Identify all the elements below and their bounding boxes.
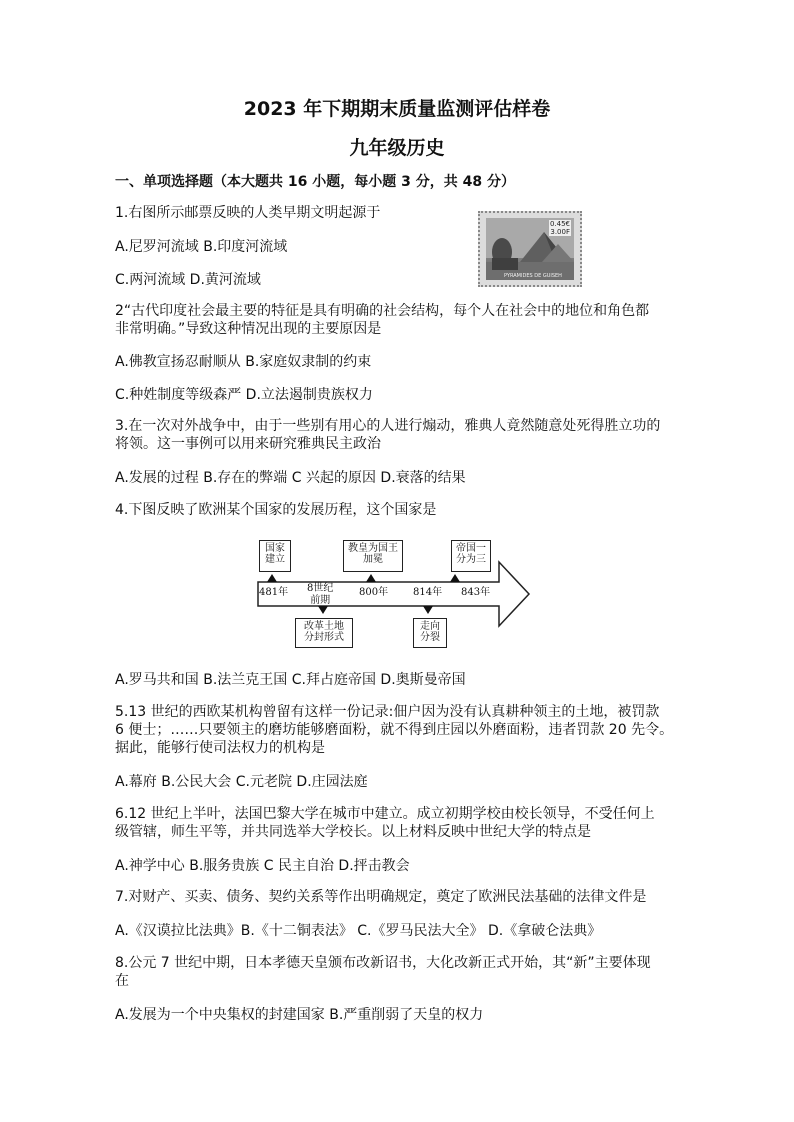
exam-subtitle: 九年级历史 xyxy=(349,137,445,159)
question-5-stem-line-3: 据此，能够行使司法权力的机构是 xyxy=(115,740,325,756)
question-8-stem-line-2: 在 xyxy=(115,973,129,989)
pyramid-stamp-image xyxy=(478,211,582,287)
exam-title: 2023 年下期期末质量监测评估样卷 xyxy=(243,98,551,120)
timeline-year-800: 800年 xyxy=(359,587,389,598)
timeline-year-8th-century: 8世纪 前期 xyxy=(307,583,334,606)
question-8-options: A.发展为一个中央集权的封建国家 B.严重削弱了天皇的权力 xyxy=(115,1007,484,1023)
timeline-event-coronation: 教皇为国王 加冕 xyxy=(343,540,403,572)
timeline-year-814: 814年 xyxy=(413,587,443,598)
question-6-stem-line-2: 级管辖，师生平等，并共同选举大学校长。以上材料反映中世纪大学的特点是 xyxy=(115,824,591,840)
question-7-stem: 7.对财产、买卖、债务、契约关系等作出明确规定，奠定了欧洲民法基础的法律文件是 xyxy=(115,889,647,905)
question-1-options-row-1: A.尼罗河流域 B.印度河流域 xyxy=(115,239,288,255)
question-2-stem-line-2: 非常明确。”导致这种情况出现的主要原因是 xyxy=(115,321,382,337)
timeline-event-empire-split: 帝国一 分为三 xyxy=(451,540,491,572)
section-heading: 一、单项选择题（本大题共 16 小题，每小题 3 分，共 48 分） xyxy=(115,174,515,190)
question-3-options: A.发展的过程 B.存在的弊端 C 兴起的原因 D.衰落的结果 xyxy=(115,470,466,486)
question-3-stem-line-2: 将领。这一事例可以用来研究雅典民主政治 xyxy=(115,436,381,452)
question-7-options: A.《汉谟拉比法典》B.《十二铜表法》 C.《罗马民法大全》 D.《拿破仑法典》 xyxy=(115,923,602,939)
question-4-stem: 4.下图反映了欧洲某个国家的发展历程，这个国家是 xyxy=(115,502,437,518)
question-2-stem-line-1: 2“古代印度社会最主要的特征是具有明确的社会结构，每个人在社会中的地位和角色都 xyxy=(115,303,650,319)
question-4-options: A.罗马共和国 B.法兰克王国 C.拜占庭帝国 D.奥斯曼帝国 xyxy=(115,672,466,688)
question-1-options-row-2: C.两河流域 D.黄河流域 xyxy=(115,272,261,288)
stamp-caption: PYRAMIDES DE GUISEH xyxy=(504,273,562,279)
question-3-stem-line-1: 3.在一次对外战争中，由于一些别有用心的人进行煽动，雅典人竟然随意处死得胜立功的 xyxy=(115,418,661,434)
question-8-stem-line-1: 8.公元 7 世纪中期，日本孝德天皇颁布改新诏书，大化改新正式开始，其“新”主要体现 xyxy=(115,955,651,971)
timeline-year-481: 481年 xyxy=(259,587,289,598)
question-6-options: A.神学中心 B.服务贵族 C 民主自治 D.抨击教会 xyxy=(115,858,410,874)
timeline-event-land-reform: 改革土地 分封形式 xyxy=(295,618,353,648)
question-2-options-row-2: C.种姓制度等级森严 D.立法遏制贵族权力 xyxy=(115,387,373,403)
question-6-stem-line-1: 6.12 世纪上半叶，法国巴黎大学在城市中建立。成立初期学校由校长领导，不受任何上 xyxy=(115,806,655,822)
question-2-options-row-1: A.佛教宣扬忍耐顺从 B.家庭奴隶制的约束 xyxy=(115,354,372,370)
question-5-stem-line-2: 6 便士；……只要领主的磨坊能够磨面粉，就不得到庄园以外磨面粉，违者罚款 20 先令。 xyxy=(115,722,674,738)
question-5-stem-line-1: 5.13 世纪的西欧某机构曾留有这样一份记录:佃户因为没有认真耕种领主的土地，被罚款 xyxy=(115,704,660,720)
timeline-year-843: 843年 xyxy=(461,587,491,598)
timeline-event-division: 走向 分裂 xyxy=(413,618,447,648)
question-1-stem: 1.右图所示邮票反映的人类早期文明起源于 xyxy=(115,205,381,221)
question-5-options: A.幕府 B.公民大会 C.元老院 D.庄园法庭 xyxy=(115,774,368,790)
stamp-denomination: 0.45€ 3.00F xyxy=(549,220,570,236)
timeline-event-state-founded: 国家 建立 xyxy=(259,540,291,572)
timeline-figure xyxy=(255,538,535,650)
